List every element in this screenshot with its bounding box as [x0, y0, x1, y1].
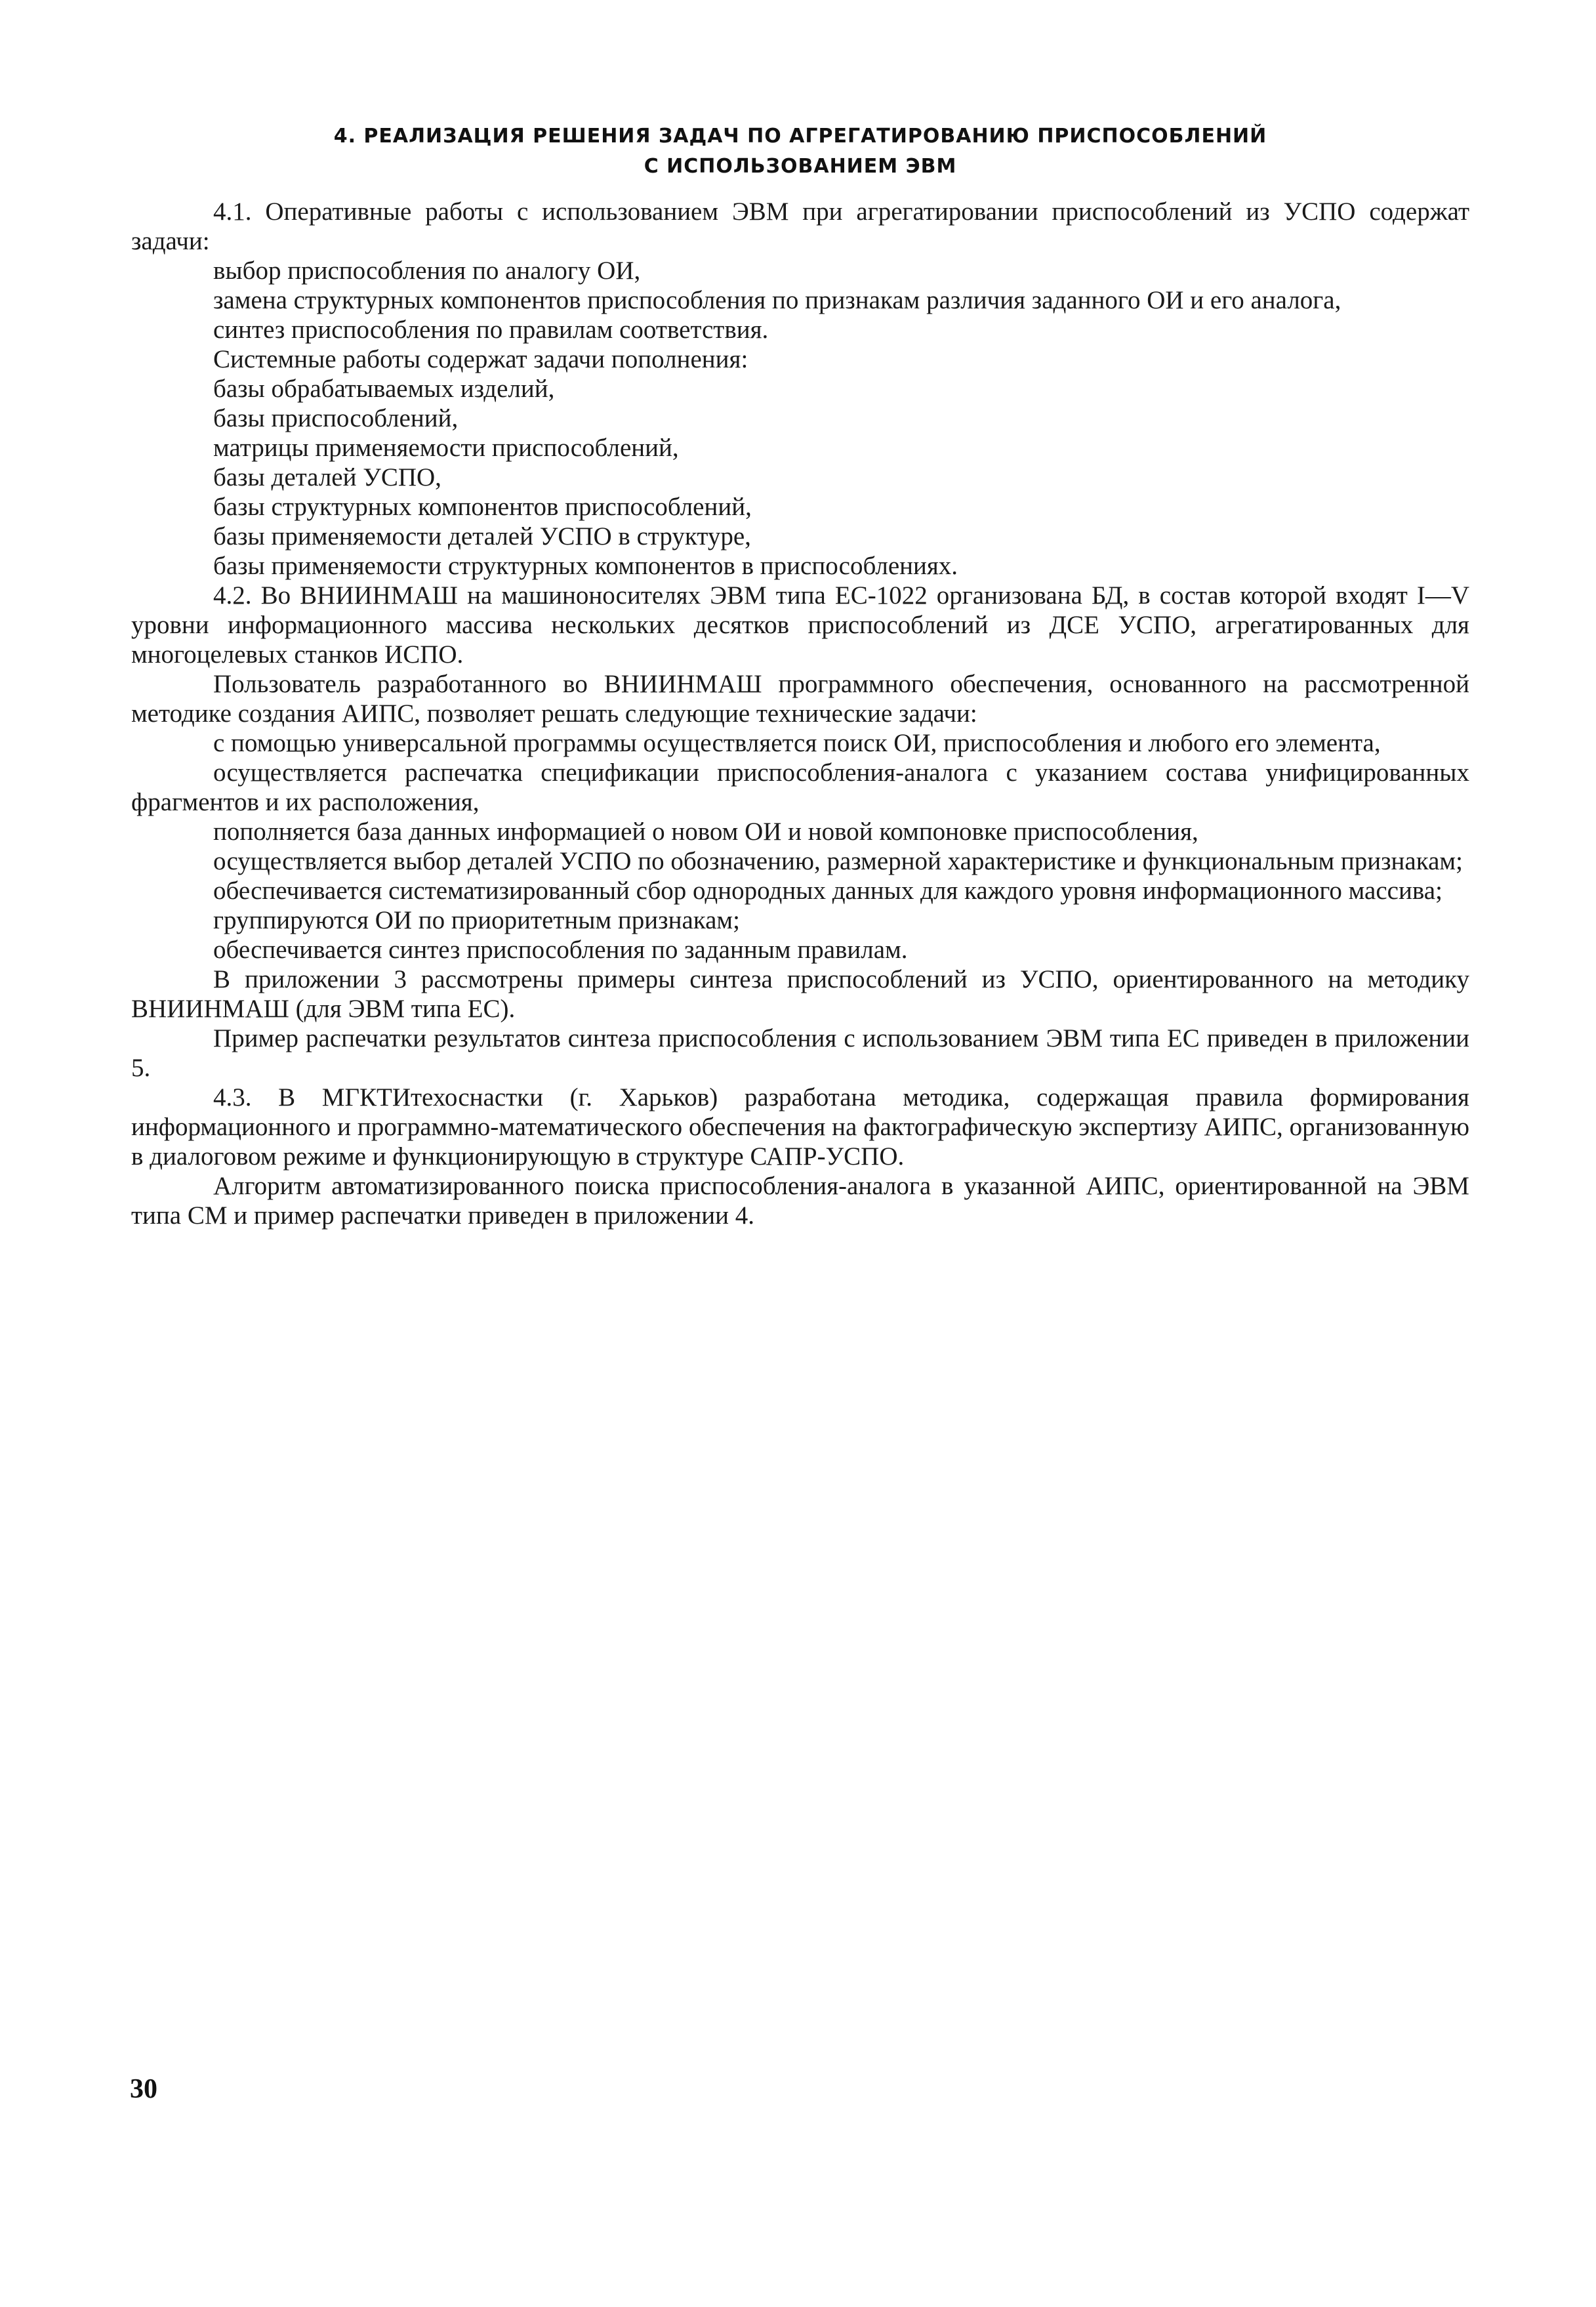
- list-item: базы структурных компонентов приспособлений,: [213, 493, 752, 521]
- paragraph-appendix-5: Пример распечатки результатов синтеза приспособления с использованием ЭВМ типа ЕС приведен в приложении 5.: [131, 1024, 1469, 1082]
- list-item: базы обрабатываемых изделий,: [213, 375, 555, 403]
- paragraph-4-1: 4.1. Оперативные работы с использованием ЭВМ при агрегатировании приспособлений из УСПО содержат задачи:: [131, 197, 1469, 255]
- paragraph-4-3: 4.3. В МГКТИтехоснастки (г. Харьков) разработана методика, содержащая правила формирования информационного и программно-математического обеспечения на фактографическую экспертизу АИПС, организованную в диалоговом режиме и функционирующую в структуре САПР-УСПО.: [131, 1083, 1469, 1171]
- page-number: 30: [130, 2074, 157, 2104]
- list-item: базы применяемости структурных компонентов в приспособлениях.: [213, 552, 958, 580]
- document-body: [131, 197, 1469, 1230]
- list-item: базы применяемости деталей УСПО в структуре,: [213, 522, 751, 551]
- list-item: пополняется база данных информацией о новом ОИ и новой компоновке приспособления,: [213, 818, 1198, 846]
- list-item: матрицы применяемости приспособлений,: [213, 434, 679, 462]
- list-item: синтез приспособления по правилам соответствия.: [213, 316, 769, 344]
- list-item: базы приспособлений,: [213, 404, 459, 432]
- list-item: осуществляется распечатка спецификации приспособления-аналога с указанием состава унифицированных фрагментов и их расположения,: [131, 759, 1469, 816]
- section-heading-line-1: 4. РЕАЛИЗАЦИЯ РЕШЕНИЯ ЗАДАЧ ПО АГРЕГАТИРОВАНИЮ ПРИСПОСОБЛЕНИЙ: [333, 125, 1267, 148]
- list-item: группируются ОИ по приоритетным признакам;: [213, 906, 740, 934]
- paragraph-appendix-3: В приложении 3 рассмотрены примеры синтеза приспособлений из УСПО, ориентированного на методику ВНИИНМАШ (для ЭВМ типа ЕС).: [131, 965, 1469, 1023]
- paragraph-system-tasks: Системные работы содержат задачи пополнения:: [213, 345, 748, 373]
- list-item: обеспечивается синтез приспособления по заданным правилам.: [213, 936, 908, 964]
- list-item: с помощью универсальной программы осуществляется поиск ОИ, приспособления и любого его элемента,: [213, 729, 1381, 757]
- list-item: выбор приспособления по аналогу ОИ,: [213, 257, 641, 285]
- list-item: замена структурных компонентов приспособления по признакам различия заданного ОИ и его аналога,: [213, 286, 1341, 314]
- list-item: обеспечивается систематизированный сбор однородных данных для каждого уровня информационного массива;: [213, 877, 1443, 905]
- list-item: базы деталей УСПО,: [213, 463, 441, 491]
- paragraph-user-software: Пользователь разработанного во ВНИИНМАШ программного обеспечения, основанного на рассмотренной методике создания АИПС, позволяет решать следующие технические задачи:: [131, 670, 1469, 728]
- paragraph-algorithm: Алгоритм автоматизированного поиска приспособления-аналога в указанной АИПС, ориентированной на ЭВМ типа СМ и пример распечатки приведен в приложении 4.: [131, 1172, 1469, 1230]
- list-item: осуществляется выбор деталей УСПО по обозначению, размерной характеристике и функциональным признакам;: [213, 847, 1463, 875]
- section-heading-line-2: С ИСПОЛЬЗОВАНИЕМ ЭВМ: [644, 155, 957, 178]
- paragraph-4-2: 4.2. Во ВНИИНМАШ на машиноносителях ЭВМ типа ЕС-1022 организована БД, в состав которой входят I—V уровни информационного массива нескольких десятков приспособлений из ДСЕ УСПО, агрегатированных для многоцелевых станков ИСПО.: [131, 581, 1469, 669]
